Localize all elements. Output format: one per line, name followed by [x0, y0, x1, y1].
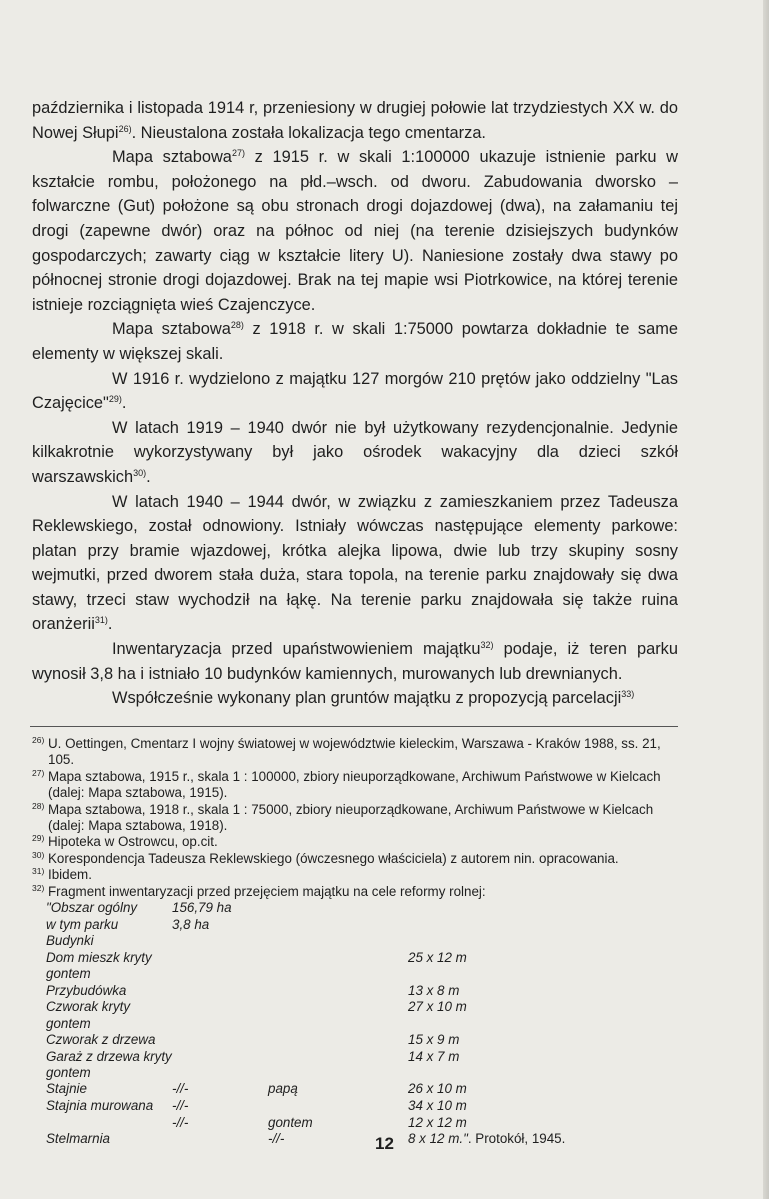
table-cell: Stelmarnia [46, 1131, 111, 1147]
footnote [32, 769, 678, 802]
text: . [146, 467, 151, 486]
footnote [32, 802, 678, 835]
text: W latach 1940 – 1944 dwór, w związku z zamieszkaniem przez Tadeusza Reklewskiego, został odnowiony. Istniały wówczas następujące elementy parkowe: platan przy bramie wjazdowej, krótka alejka lipowa, dwie lub trzy skupiny sosny wejmutki, przed dworem stała duża, stara topola, na terenie parku znajdowały się dwa stawy, trzeci staw wychodził na łąkę. Na terenie parku znajdowała się także ruina oranżerii [32, 492, 678, 634]
paragraph [32, 416, 678, 490]
table-cell: Czworak kryty gontem [46, 999, 131, 1031]
table-cell: Stajnie [46, 1081, 87, 1097]
text: Mapa sztabowa [112, 320, 231, 339]
table-row [46, 917, 565, 934]
paragraph [32, 317, 678, 366]
footnotes [32, 736, 678, 1148]
text: z 1918 r. w skali 1:75000 powtarza dokładnie te same elementy w większej skali. [32, 320, 678, 363]
page-number: 12 [375, 1134, 394, 1153]
table-cell [172, 983, 268, 1000]
footnote-number: 31) [32, 866, 45, 877]
table-cell [408, 917, 565, 934]
table-row [46, 1115, 565, 1132]
table-cell: Stajnia murowana [46, 1098, 154, 1114]
table-row [46, 999, 565, 1032]
table-row [46, 1081, 565, 1098]
table-cell [46, 1115, 172, 1132]
text: . [121, 394, 127, 413]
text: Mapa sztabowa [112, 148, 232, 167]
table-cell: w tym parku [46, 916, 119, 932]
text: z 1915 r. w skali 1:100000 ukazuje istnienie parku w kształcie rombu, położonego na płd.–wsch. od dworu. Zabudowania dworsko – folwarczne (Gut) położone są obu stronach drogi dojazdowej (dwa), na załamaniu tej drogi (zapewne dwór) oraz na północ od niej (na terenie dzisiejszych budynków gospodarczych; zawarty ciąg w kształcie litery U). Naniesione zostały dwa stawy po północnej stronie drogi dojazdowej. Brak na tej mapie wsi Piotrkowice, na której terenie istnieje rozciągnięta wieś Czajenczyce. [32, 148, 678, 314]
table-cell: -//- [268, 1131, 285, 1147]
text: W 1916 r. wydzielono z majątku 127 morgów 210 prętów jako oddzielny "Las Czajęcice" [32, 369, 678, 413]
table-cell: 34 x 10 m [408, 1098, 467, 1114]
footnote-number: 29) [32, 833, 45, 844]
text: podaje, iż teren parku wynosił 3,8 ha i istniało 10 budynków kamiennych, murowanych lub drewnianych. [32, 640, 678, 683]
footnote-text: Hipoteka w Ostrowcu, op.cit. [48, 834, 218, 850]
footnote [32, 834, 678, 850]
table-cell [172, 933, 268, 950]
table-cell [268, 950, 408, 983]
table-cell: Przybudówka [46, 982, 127, 998]
table-cell [268, 900, 408, 917]
table-row [46, 950, 565, 983]
table-cell [172, 1049, 268, 1082]
table-cell: 12 x 12 m [408, 1114, 467, 1130]
table-cell [268, 983, 408, 1000]
table-cell: Budynki [46, 933, 94, 949]
table-cell: 15 x 9 m [408, 1032, 460, 1048]
footnote-text: Mapa sztabowa, 1915 r., skala 1 : 100000, zbiory nieuporządkowane, Archiwum Państwowe w Kielcach (dalej: Mapa sztabowa, 1915). [48, 768, 661, 801]
inventory-table [46, 900, 565, 1148]
footnote [32, 867, 678, 883]
text: Inwentaryzacja przed upaństwowieniem majątku [112, 640, 481, 659]
table-cell [268, 999, 408, 1032]
table-row [46, 933, 565, 950]
table-row [46, 900, 565, 917]
table-cell [268, 1098, 408, 1115]
table-cell [408, 900, 565, 917]
table-row [46, 1032, 565, 1049]
table-cell: 27 x 10 m [408, 999, 467, 1015]
table-cell: -//- [172, 1114, 189, 1130]
table-cell: Dom mieszk kryty gontem [46, 949, 152, 982]
table-cell: 25 x 12 m [408, 949, 467, 965]
table-cell: 26 x 10 m [408, 1081, 467, 1097]
table-row [46, 1049, 565, 1082]
text: . [107, 615, 113, 634]
table-cell: gontem [268, 1114, 313, 1130]
footnote-text: U. Oettingen, Cmentarz I wojny światowej w województwie kieleckim, Warszawa - Kraków 1988, ss. 21, 105. [48, 736, 661, 768]
footnote-number: 32) [32, 882, 45, 893]
footnote-ref: 33) [621, 689, 635, 700]
footnote [32, 736, 678, 769]
paragraph [32, 637, 678, 686]
table-row [46, 983, 565, 1000]
paragraph [32, 367, 678, 416]
footnote-ref: 31) [94, 615, 108, 626]
footnote-number: 26) [32, 735, 45, 745]
page-edge [763, 0, 769, 1199]
footnote-text: Ibidem. [48, 867, 92, 883]
footnote [32, 851, 678, 867]
paragraph [32, 490, 678, 638]
text: października i listopada 1914 r, przeniesiony w drugiej połowie lat trzydziestych XX w. do Nowej Słupi [32, 99, 678, 142]
footnote-ref: 32) [480, 640, 494, 651]
table-cell: 3,8 ha [172, 916, 210, 932]
table-cell: 156,79 ha [172, 900, 232, 916]
table-cell [408, 933, 565, 950]
footnote-divider [30, 726, 678, 727]
table-cell [172, 950, 268, 983]
table-cell: 13 x 8 m [408, 982, 460, 998]
table-row [46, 1098, 565, 1115]
source-note: . Protokół, 1945. [467, 1131, 566, 1147]
text: . Nieustalona została lokalizacja tego cmentarza. [131, 123, 486, 142]
footnote-ref: 30) [133, 467, 147, 478]
table-cell: -//- [172, 1098, 189, 1114]
text: W latach 1919 – 1940 dwór nie był użytkowany rezydencjonalnie. Jedynie kilkakrotnie wykorzystywany był jako ośrodek wakacyjny dla dzieci szkół warszawskich [32, 418, 678, 486]
text: Współcześnie wykonany plan gruntów majątku z propozycją parcelacji [112, 689, 622, 708]
footnote-text: Korespondencja Tadeusza Reklewskiego (ówczesnego właściciela) z autorem nin. opracowania. [48, 850, 619, 866]
table-cell: -//- [172, 1081, 189, 1097]
table-cell [172, 1032, 268, 1049]
table-cell: papą [268, 1081, 298, 1097]
table-cell-value: 8 x 12 m." [408, 1131, 468, 1147]
main-text [32, 96, 678, 711]
footnote-number: 27) [32, 767, 45, 778]
paragraph [32, 96, 678, 145]
table-cell [172, 999, 268, 1032]
table-cell [268, 917, 408, 934]
paragraph [32, 686, 678, 711]
table-cell: "Obszar ogólny [46, 900, 138, 916]
footnote-number: 30) [32, 849, 45, 860]
table-cell: Garaż z drzewa kryty gontem [46, 1048, 172, 1081]
footnote-ref: 27) [231, 148, 245, 159]
footnote [32, 884, 678, 900]
table-cell: Czworak z drzewa [46, 1032, 156, 1048]
table-cell [268, 933, 408, 950]
footnote-number: 28) [32, 800, 45, 811]
table-cell [268, 1049, 408, 1082]
footnote-ref: 26) [118, 123, 132, 134]
footnote-ref: 28) [230, 320, 244, 331]
table-cell [268, 1032, 408, 1049]
footnote-ref: 29) [108, 394, 122, 405]
footnote-text: Fragment inwentaryzacji przed przejęciem majątku na cele reformy rolnej: [48, 883, 486, 899]
footnote-text: Mapa sztabowa, 1918 r., skala 1 : 75000, zbiory nieuporządkowane, Archiwum Państwowe w Kielcach (dalej: Mapa sztabowa, 1918). [48, 801, 654, 834]
table-cell: 14 x 7 m [408, 1048, 460, 1064]
paragraph [32, 145, 678, 317]
